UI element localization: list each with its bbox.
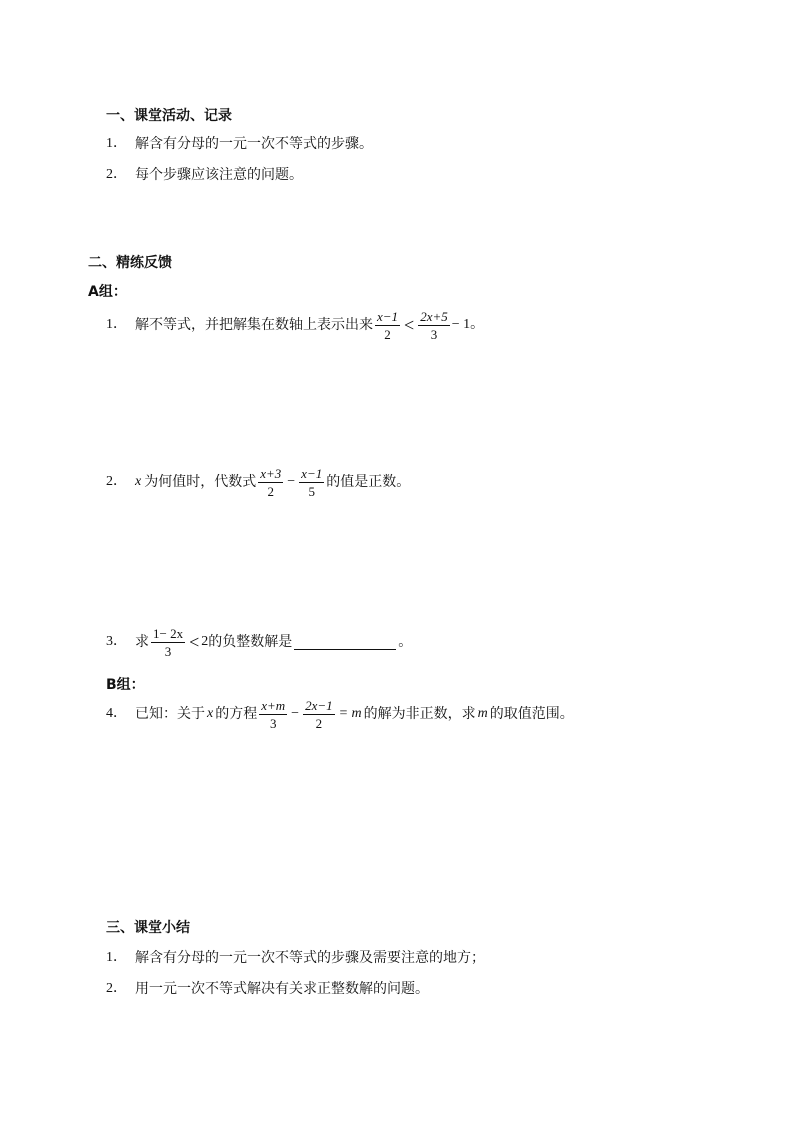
- fraction: [258, 466, 283, 499]
- fraction-denominator: 3: [269, 715, 277, 731]
- question-text: 解不等式，并把解集在数轴上表示出来: [135, 317, 373, 333]
- variable-x: x: [207, 706, 214, 721]
- less-than-sign: <: [404, 315, 415, 335]
- fraction-denominator: 3: [164, 643, 172, 659]
- fraction-denominator: 5: [308, 483, 315, 499]
- question-number: 2．: [106, 474, 127, 489]
- fraction-denominator: 3: [430, 326, 438, 342]
- section1-item-1: [106, 134, 373, 154]
- question-3: [106, 623, 412, 661]
- question-number: 4．: [106, 706, 127, 721]
- question-text: 的方程: [215, 706, 258, 722]
- fraction-numerator: 2x−1: [305, 697, 333, 713]
- minus-sign: −: [287, 474, 296, 489]
- fraction: [418, 309, 450, 342]
- item-number: 1．: [106, 950, 127, 965]
- section3-item-1: [106, 948, 485, 968]
- item-text: 解含有分母的一元一次不等式的步骤。: [135, 136, 373, 152]
- equals-m: = m: [338, 706, 362, 721]
- fraction-numerator: x−1: [377, 308, 399, 324]
- question-4: [106, 695, 574, 733]
- fraction-denominator: 2: [267, 483, 274, 499]
- item-number: 2．: [106, 981, 127, 996]
- section1-heading: 一、课堂活动、记录: [106, 108, 232, 124]
- section3-item-2: [106, 979, 429, 999]
- item-text: 解含有分母的一元一次不等式的步骤及需要注意的地方；: [135, 950, 485, 966]
- number-two: 2: [201, 634, 209, 649]
- section2-heading: 二、精练反馈: [88, 255, 172, 271]
- fraction-denominator: 2: [315, 715, 323, 731]
- fraction: [375, 309, 400, 342]
- fraction-numerator: x−1: [301, 465, 323, 481]
- fraction-numerator: 2x+5: [420, 308, 448, 324]
- fraction: [299, 466, 324, 499]
- fraction-numerator: x+3: [260, 465, 282, 481]
- question-number: 3．: [106, 634, 127, 649]
- question-number: 1．: [106, 317, 127, 332]
- question-1: [106, 306, 484, 344]
- question-end: 。: [398, 634, 413, 650]
- question-text: 求: [135, 634, 149, 650]
- item-text: 用一元一次不等式解决有关求正整数解的问题。: [135, 981, 429, 997]
- question-text: 的负整数解是: [208, 634, 293, 650]
- variable-m: m: [477, 706, 488, 721]
- less-than-sign: <: [189, 632, 200, 652]
- minus-sign: −: [291, 706, 300, 721]
- fraction: [303, 698, 335, 731]
- group-b-label: B组：: [106, 677, 145, 693]
- fraction: [151, 626, 185, 659]
- question-2: [106, 463, 410, 501]
- question-text: 的解为非正数，求: [363, 706, 476, 722]
- group-a-label: A组：: [88, 284, 127, 300]
- question-tail: − 1。: [451, 317, 485, 332]
- item-number: 1．: [106, 136, 127, 151]
- question-text: 已知：关于: [135, 706, 205, 722]
- variable-x: x: [135, 474, 142, 489]
- fraction-denominator: 2: [384, 326, 391, 342]
- answer-blank[interactable]: [294, 635, 396, 650]
- question-text: 为何值时，代数式: [144, 474, 257, 490]
- fraction-numerator: x+m: [261, 697, 286, 713]
- fraction: [259, 698, 287, 731]
- section3-heading: 三、课堂小结: [106, 920, 190, 936]
- question-text-end: 的取值范围。: [489, 706, 574, 722]
- fraction-numerator: 1− 2x: [153, 625, 184, 641]
- item-text: 每个步骤应该注意的问题。: [135, 167, 303, 183]
- section1-item-2: [106, 165, 303, 185]
- item-number: 2．: [106, 167, 127, 182]
- question-text-end: 的值是正数。: [326, 474, 411, 490]
